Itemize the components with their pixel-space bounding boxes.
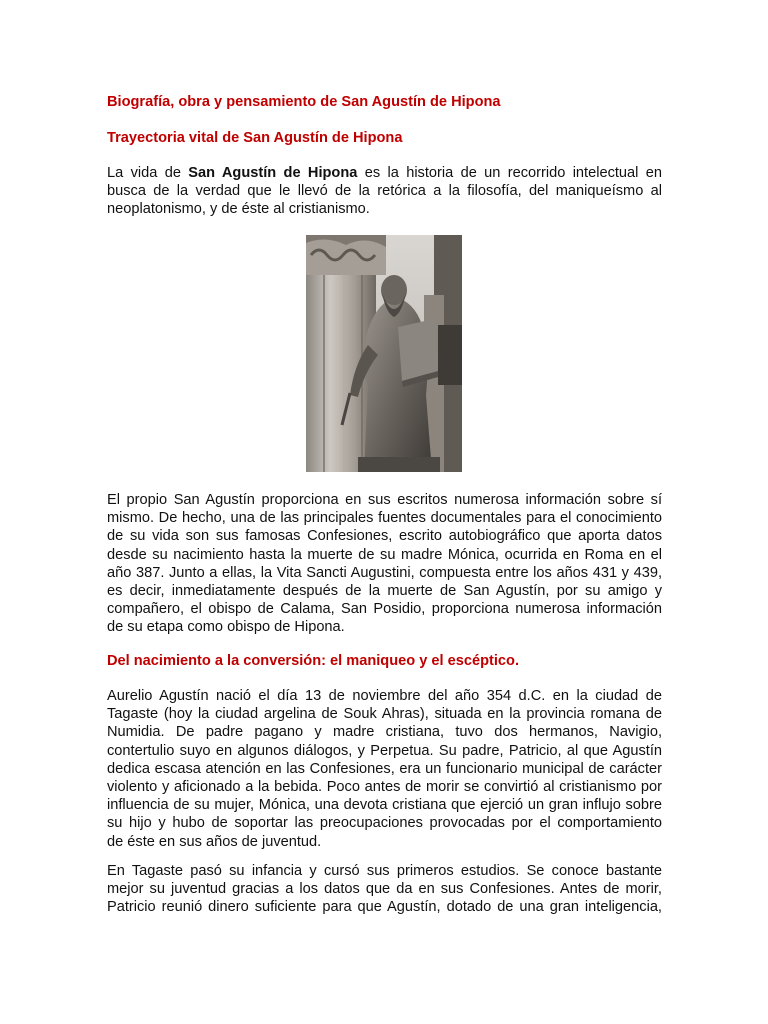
youth-paragraph [107,862,662,917]
text-line: desde su nacimiento hasta la muerte de su madre Mónica, ocurrida en Roma en el [107,546,662,563]
text-line: contertulio suyo en algunos diálogos, y Perpetua. Su padre, Patricio, al que Agustín [107,742,662,759]
text-line: de su vida son sus famosas Confesiones, escrito autobiográfico que aporta datos [107,528,662,545]
text-line: Numidia. De padre pagano y madre cristiana, tuvo dos hermanos, Navigio, [107,724,662,741]
text-line: dedica escasa atención en las Confesiones, era un funcionario municipal de carácter [107,760,662,777]
text-line: Patricio reunió dinero suficiente para que Agustín, dotado de una gran inteligencia, [107,899,662,916]
text-line: influencia de su mujer, Mónica, una devota cristiana que ejerció un gran influjo sobre [107,797,662,814]
document-title: Biografía, obra y pensamiento de San Agustín de Hipona [107,94,501,110]
intro-line-2: busca de la verdad que le llevó de la retórica a la filosofía, del maniqueísmo al [107,183,662,200]
text-line: su hijo y hubo de soportar las preocupaciones provocadas por el comportamiento [107,815,662,832]
text-line: es decir, inmediatamente después de la muerte de San Agustín, por su amigo y [107,582,662,599]
section-heading-trajectory: Trayectoria vital de San Agustín de Hipona [107,130,403,146]
intro-paragraph [107,164,662,219]
saint-name: San Agustín de Hipona [188,165,358,181]
intro-line-1: La vida de San Agustín de Hipona es la historia de un recorrido intelectual en [107,165,662,181]
intro-line-3: neoplatonismo, y de éste al cristianismo. [107,201,370,218]
text-line: mismo. De hecho, una de las principales fuentes documentales para el conocimiento [107,510,662,527]
sources-paragraph [107,491,662,637]
text-line: Aurelio Agustín nació el día 13 de noviembre del año 354 d.C. en la ciudad de [107,688,662,704]
text-line: mejor su juventud gracias a los datos que da en sus Confesiones. Antes de morir, [107,881,662,898]
birth-paragraph [107,687,662,851]
text-line: Tagaste (hoy la ciudad argelina de Souk Ahras), situada en la provincia romana de [107,706,662,723]
text-line: compañero, el obispo de Calama, San Posidio, proporciona numerosa información [107,601,662,618]
text-line: de éste en sus años de juventud. [107,833,322,850]
statue-photo [306,235,462,472]
section-heading-birth: Del nacimiento a la conversión: el maniqueo y el escéptico. [107,653,520,669]
text-line: violento y aficionado a la bebida. Poco antes de morir se convirtió al cristianismo por [107,778,662,795]
text-line: año 387. Junto a ellas, la Vita Sancti Augustini, compuesta entre los años 431 y 439, [107,564,662,581]
statue-illustration [306,235,462,472]
text-line: El propio San Agustín proporciona en sus escritos numerosa información sobre sí [107,492,662,508]
text-line: de su etapa como obispo de Hipona. [107,619,345,636]
text-line: En Tagaste pasó su infancia y cursó sus primeros estudios. Se conoce bastante [107,863,662,879]
